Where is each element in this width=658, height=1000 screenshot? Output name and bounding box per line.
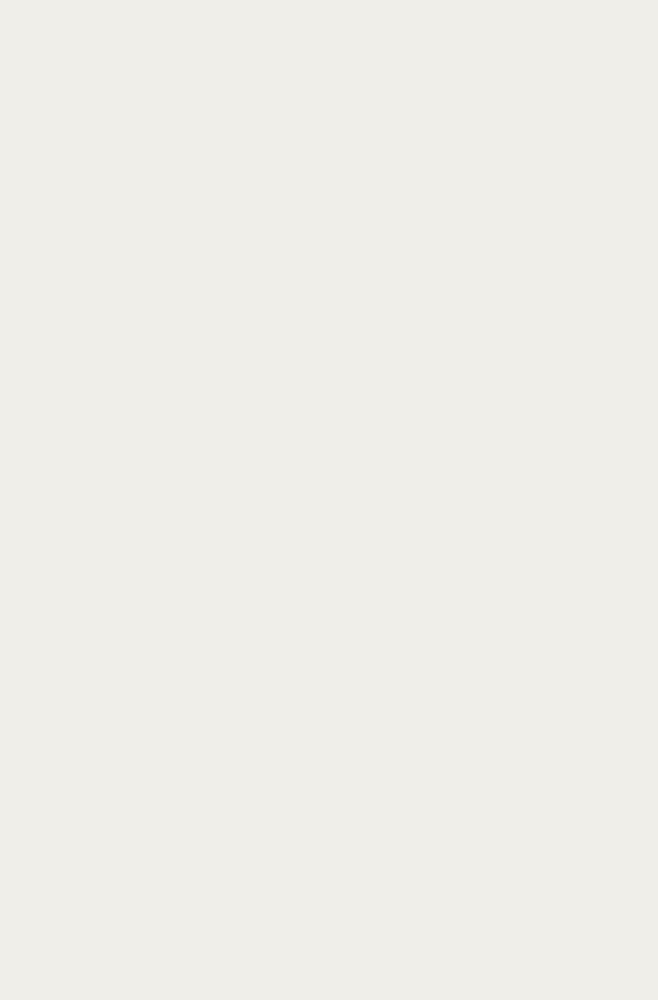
text-line <box>103 92 587 116</box>
text-line <box>129 260 587 284</box>
text-line <box>103 572 587 596</box>
text-line <box>103 524 587 548</box>
text-line <box>103 116 587 140</box>
text-line <box>103 236 587 260</box>
page-header <box>103 58 587 80</box>
text-line <box>103 308 587 332</box>
text-line <box>103 164 587 188</box>
text-line <box>103 212 587 236</box>
text-line <box>103 356 587 380</box>
text-line <box>103 332 587 356</box>
text-line <box>103 548 587 572</box>
text-line <box>103 476 587 500</box>
text-line <box>103 284 587 308</box>
text-line <box>103 188 587 212</box>
text-line <box>103 140 587 164</box>
text-line <box>103 452 587 476</box>
text-line <box>103 404 587 428</box>
text-line <box>103 500 587 524</box>
text-line <box>103 428 587 452</box>
text-line <box>103 380 587 404</box>
